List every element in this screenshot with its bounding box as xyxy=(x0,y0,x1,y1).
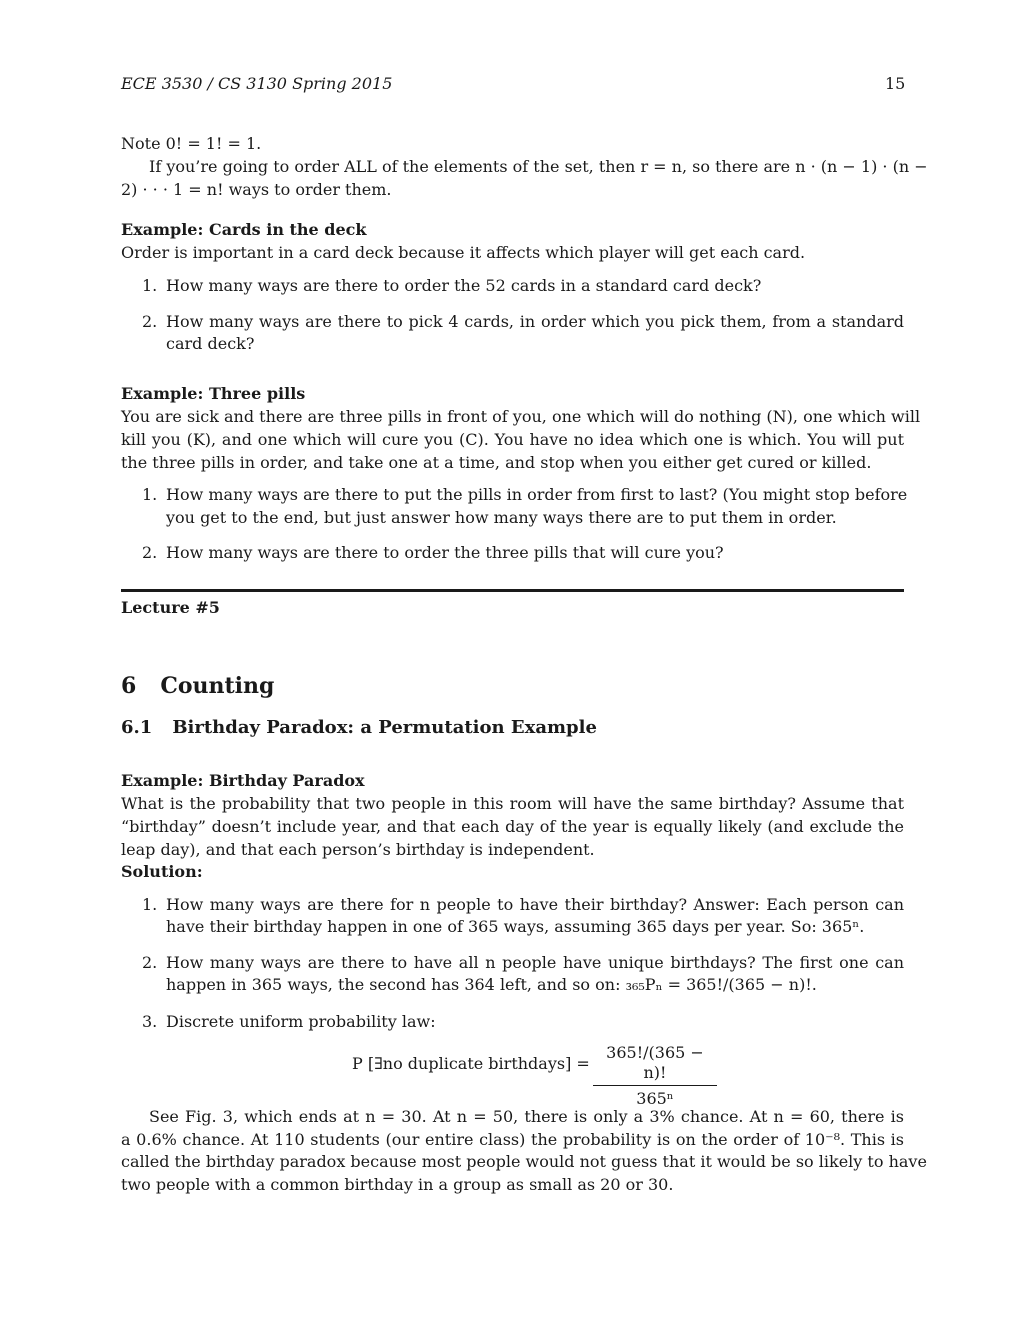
list-item: How many ways are there for n people to have their birthday? Answer: Each person can xyxy=(166,895,904,914)
list-item: you get to the end, but just answer how many ways there are to put them in order. xyxy=(166,508,837,527)
paragraph-line: 2) · · · 1 = n! ways to order them. xyxy=(121,180,392,199)
example-heading: Example: Three pills xyxy=(121,384,306,403)
list-item: How many ways are there to put the pills in order from first to last? (You might stop before xyxy=(166,485,908,504)
paragraph-line: If you’re going to order ALL of the elements of the set, then r = n, so there are n · (n − 1) · (n − xyxy=(149,157,928,176)
section-heading xyxy=(121,674,274,698)
section-number: 6 xyxy=(121,673,137,699)
list-item: Discrete uniform probability law: xyxy=(166,1012,436,1031)
list-item: happen in 365 ways, the second has 364 left, and so on: ₃₆₅Pₙ = 365!/(365 − n)!. xyxy=(166,975,817,994)
equation-numerator: 365!/(365 − n)! xyxy=(593,1043,717,1086)
subsection-title: Birthday Paradox: a Permutation Example xyxy=(172,717,597,738)
page-number: 15 xyxy=(885,74,906,93)
list-item: How many ways are there to order the 52 cards in a standard card deck? xyxy=(166,276,762,295)
example-heading: Example: Cards in the deck xyxy=(121,220,367,239)
lecture-label: Lecture #5 xyxy=(121,598,220,617)
equation-lhs: P [∃no duplicate birthdays] = xyxy=(352,1054,590,1073)
paragraph-line: What is the probability that two people in this room will have the same birthday? Assume that xyxy=(121,794,904,813)
equation-fraction xyxy=(593,1043,717,1109)
paragraph-line: You are sick and there are three pills in front of you, one which will do nothing (N), one which will xyxy=(121,407,921,426)
paragraph-line: See Fig. 3, which ends at n = 30. At n = 50, there is only a 3% chance. At n = 60, there is xyxy=(149,1107,904,1126)
list-item: card deck? xyxy=(166,334,255,353)
note-factorial: Note 0! = 1! = 1. xyxy=(121,134,262,153)
list-number: 1. xyxy=(142,485,158,504)
paragraph-line: the three pills in order, and take one at a time, and stop when you either get cured or killed. xyxy=(121,453,872,472)
equation-denominator: 365ⁿ xyxy=(636,1089,674,1108)
section-title: Counting xyxy=(160,673,275,699)
paragraph-line: kill you (K), and one which will cure you (C). You have no idea which one is which. You will put xyxy=(121,430,904,449)
list-item: How many ways are there to pick 4 cards, in order which you pick them, from a standard xyxy=(166,312,904,331)
list-number: 2. xyxy=(142,312,158,331)
example-heading: Example: Birthday Paradox xyxy=(121,771,365,790)
lecture-divider xyxy=(121,589,904,592)
subsection-number: 6.1 xyxy=(121,717,153,738)
list-number: 3. xyxy=(142,1012,158,1031)
list-item: have their birthday happen in one of 365 ways, assuming 365 days per year. So: 365ⁿ. xyxy=(166,917,865,936)
paragraph-line: “birthday” doesn’t include year, and that each day of the year is equally likely (and exclude the xyxy=(121,817,904,836)
solution-label: Solution: xyxy=(121,862,203,881)
list-number: 1. xyxy=(142,276,158,295)
paragraph-line: two people with a common birthday in a group as small as 20 or 30. xyxy=(121,1175,674,1194)
list-item: How many ways are there to have all n people have unique birthdays? The first one can xyxy=(166,953,904,972)
running-header: ECE 3530 / CS 3130 Spring 2015 xyxy=(121,74,393,93)
paragraph-line: leap day), and that each person’s birthday is independent. xyxy=(121,840,595,859)
paragraph-line: a 0.6% chance. At 110 students (our entire class) the probability is on the order of 10⁻⁸. This is xyxy=(121,1130,904,1149)
subsection-heading xyxy=(121,717,597,739)
list-item: How many ways are there to order the three pills that will cure you? xyxy=(166,543,724,562)
example-text: Order is important in a card deck because it affects which player will get each card. xyxy=(121,243,806,262)
list-number: 2. xyxy=(142,543,158,562)
paragraph-line: called the birthday paradox because most people would not guess that it would be so likely to have xyxy=(121,1152,927,1171)
list-number: 2. xyxy=(142,953,158,972)
list-number: 1. xyxy=(142,895,158,914)
